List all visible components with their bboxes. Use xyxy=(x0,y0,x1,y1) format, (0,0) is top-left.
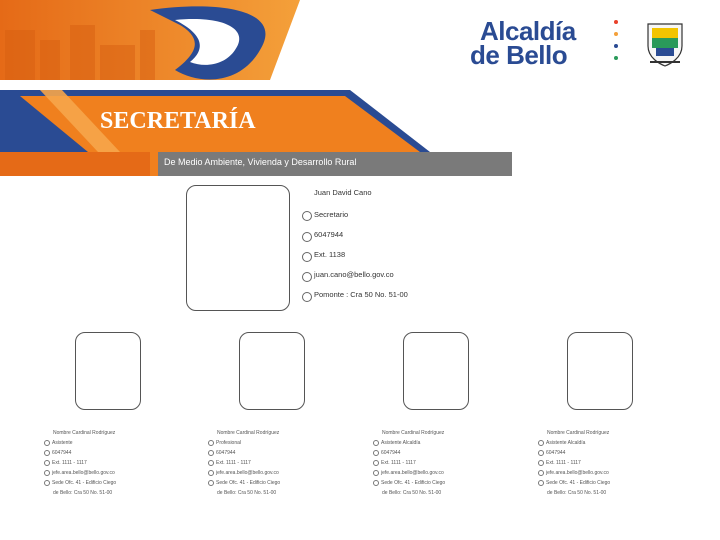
card-ext: Ext. 1111 - 1117 xyxy=(546,460,581,466)
logo-line-1: Alcaldía xyxy=(480,16,576,46)
main-phone: 6047944 xyxy=(314,230,344,239)
location-icon xyxy=(538,480,544,486)
card-phone: 6047944 xyxy=(381,450,401,456)
fax-icon xyxy=(538,460,544,466)
card-name: Nombre Cardinal Rodríguez xyxy=(547,430,610,436)
user-icon xyxy=(538,440,544,446)
user-icon xyxy=(44,440,50,446)
card-address-2: de Bello: Cra 50 No. 51-00 xyxy=(547,490,607,496)
card-address-2: de Bello: Cra 50 No. 51-00 xyxy=(217,490,277,496)
email-icon xyxy=(302,272,312,282)
card-photo-2 xyxy=(239,332,305,410)
main-address: Pomonte : Cra 50 No. 51-00 xyxy=(314,290,408,299)
phone-icon xyxy=(208,450,214,456)
coat-of-arms-icon xyxy=(640,18,690,68)
card-address-1: Sede Ofc. 41 - Edificio Ciego xyxy=(381,480,446,486)
location-icon xyxy=(208,480,214,486)
fax-icon xyxy=(373,460,379,466)
main-name: Juan David Cano xyxy=(314,188,372,197)
fax-icon xyxy=(302,252,312,262)
main-photo-placeholder xyxy=(186,185,290,311)
main-ext: Ext. 1138 xyxy=(314,250,346,259)
card-address-2: de Bello: Cra 50 No. 51-00 xyxy=(53,490,113,496)
banner-subtitle: De Medio Ambiente, Vivienda y Desarrollo Rural xyxy=(164,157,357,167)
logo-dots xyxy=(614,20,620,60)
email-icon xyxy=(44,470,50,476)
location-icon xyxy=(373,480,379,486)
logo-line-2: de Bello xyxy=(470,40,568,70)
phone-icon xyxy=(538,450,544,456)
location-icon xyxy=(302,292,312,302)
card-photo-4 xyxy=(567,332,633,410)
card-role: Asistente Alcaldía xyxy=(546,440,586,446)
card-4-text xyxy=(538,428,610,498)
card-phone: 6047944 xyxy=(216,450,236,456)
card-ext: Ext. 1111 - 1117 xyxy=(381,460,416,466)
card-3-text xyxy=(373,428,445,498)
card-address-1: Sede Ofc. 41 - Edificio Ciego xyxy=(52,480,117,486)
card-name: Nombre Cardinal Rodríguez xyxy=(217,430,280,436)
email-icon xyxy=(373,470,379,476)
user-icon xyxy=(208,440,214,446)
fax-icon xyxy=(208,460,214,466)
card-email[interactable]: jefe.area.bello@bello.gov.co xyxy=(216,470,279,476)
main-email[interactable]: juan.cano@bello.gov.co xyxy=(314,270,394,279)
card-ext: Ext. 1111 - 1117 xyxy=(52,460,87,466)
card-role: Asistente xyxy=(52,440,73,446)
card-phone: 6047944 xyxy=(546,450,566,456)
card-ext: Ext. 1111 - 1117 xyxy=(216,460,251,466)
fax-icon xyxy=(44,460,50,466)
email-icon xyxy=(208,470,214,476)
card-phone: 6047944 xyxy=(52,450,72,456)
card-role: Asistente Alcaldía xyxy=(381,440,421,446)
phone-icon xyxy=(302,232,312,242)
card-address-1: Sede Ofc. 41 - Edificio Ciego xyxy=(216,480,281,486)
card-email[interactable]: jefe.area.bello@bello.gov.co xyxy=(546,470,609,476)
card-address-2: de Bello: Cra 50 No. 51-00 xyxy=(382,490,442,496)
card-role: Profesional xyxy=(216,440,242,446)
card-name: Nombre Cardinal Rodríguez xyxy=(53,430,116,436)
location-icon xyxy=(44,480,50,486)
card-1-text xyxy=(44,428,116,498)
user-icon xyxy=(302,211,312,221)
email-icon xyxy=(538,470,544,476)
card-photo-1 xyxy=(75,332,141,410)
header-graphic xyxy=(0,0,720,90)
card-address-1: Sede Ofc. 41 - Edificio Ciego xyxy=(546,480,611,486)
banner-title: SECRETARÍA xyxy=(100,108,256,134)
card-2-text xyxy=(208,428,280,498)
card-name: Nombre Cardinal Rodríguez xyxy=(382,430,445,436)
card-photo-3 xyxy=(403,332,469,410)
card-email[interactable]: jefe.area.bello@bello.gov.co xyxy=(52,470,115,476)
banner-subtitle-bar xyxy=(158,152,512,176)
phone-icon xyxy=(44,450,50,456)
phone-icon xyxy=(373,450,379,456)
user-icon xyxy=(373,440,379,446)
main-role: Secretario xyxy=(314,210,349,219)
card-email[interactable]: jefe.area.bello@bello.gov.co xyxy=(381,470,444,476)
